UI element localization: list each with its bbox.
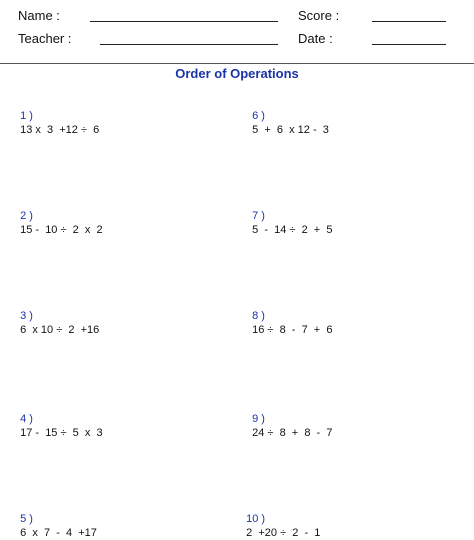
- problem-expression: 2 +20 ÷ 2 - 1: [246, 527, 321, 539]
- date-field[interactable]: [372, 44, 446, 45]
- teacher-field[interactable]: [100, 44, 278, 45]
- problem-expression: 16 ÷ 8 - 7 + 6: [252, 324, 333, 336]
- problem-1: [14, 95, 99, 137]
- problem-number: 5 ): [20, 513, 33, 525]
- score-field[interactable]: [372, 21, 446, 22]
- name-label: Name :: [18, 8, 60, 23]
- problem-number: 2 ): [20, 210, 33, 222]
- name-field[interactable]: [90, 21, 278, 22]
- worksheet-title: Order of Operations: [175, 66, 299, 81]
- problem-number: 1 ): [20, 110, 33, 122]
- problem-number: 9 ): [252, 413, 265, 425]
- score-label: Score :: [298, 8, 340, 23]
- problem-number: 4 ): [20, 413, 33, 425]
- problem-10: [240, 498, 320, 540]
- problem-number: 7 ): [252, 210, 265, 222]
- problem-9: [246, 398, 332, 440]
- problem-4: [14, 398, 103, 440]
- problem-expression: 5 + 6 x 12 - 3: [252, 124, 329, 136]
- problem-number: 3 ): [20, 310, 33, 322]
- problem-5: [14, 498, 97, 540]
- problem-6: [246, 95, 329, 137]
- problem-7: [246, 195, 332, 237]
- problem-number: 6 ): [252, 110, 265, 122]
- problem-expression: 17 - 15 ÷ 5 x 3: [20, 427, 103, 439]
- problem-expression: 5 - 14 ÷ 2 + 5: [252, 224, 333, 236]
- problem-number: 10 ): [246, 513, 266, 525]
- problem-8: [246, 295, 332, 337]
- problem-expression: 15 - 10 ÷ 2 x 2: [20, 224, 103, 236]
- problem-expression: 13 x 3 +12 ÷ 6: [20, 124, 100, 136]
- problem-expression: 24 ÷ 8 + 8 - 7: [252, 427, 333, 439]
- teacher-label: Teacher :: [18, 31, 72, 46]
- problem-expression: 6 x 7 - 4 +17: [20, 527, 97, 539]
- date-label: Date :: [298, 31, 333, 46]
- problem-expression: 6 x 10 ÷ 2 +16: [20, 324, 100, 336]
- header-divider: [0, 63, 474, 64]
- problem-2: [14, 195, 103, 237]
- problem-number: 8 ): [252, 310, 265, 322]
- problem-3: [14, 295, 99, 337]
